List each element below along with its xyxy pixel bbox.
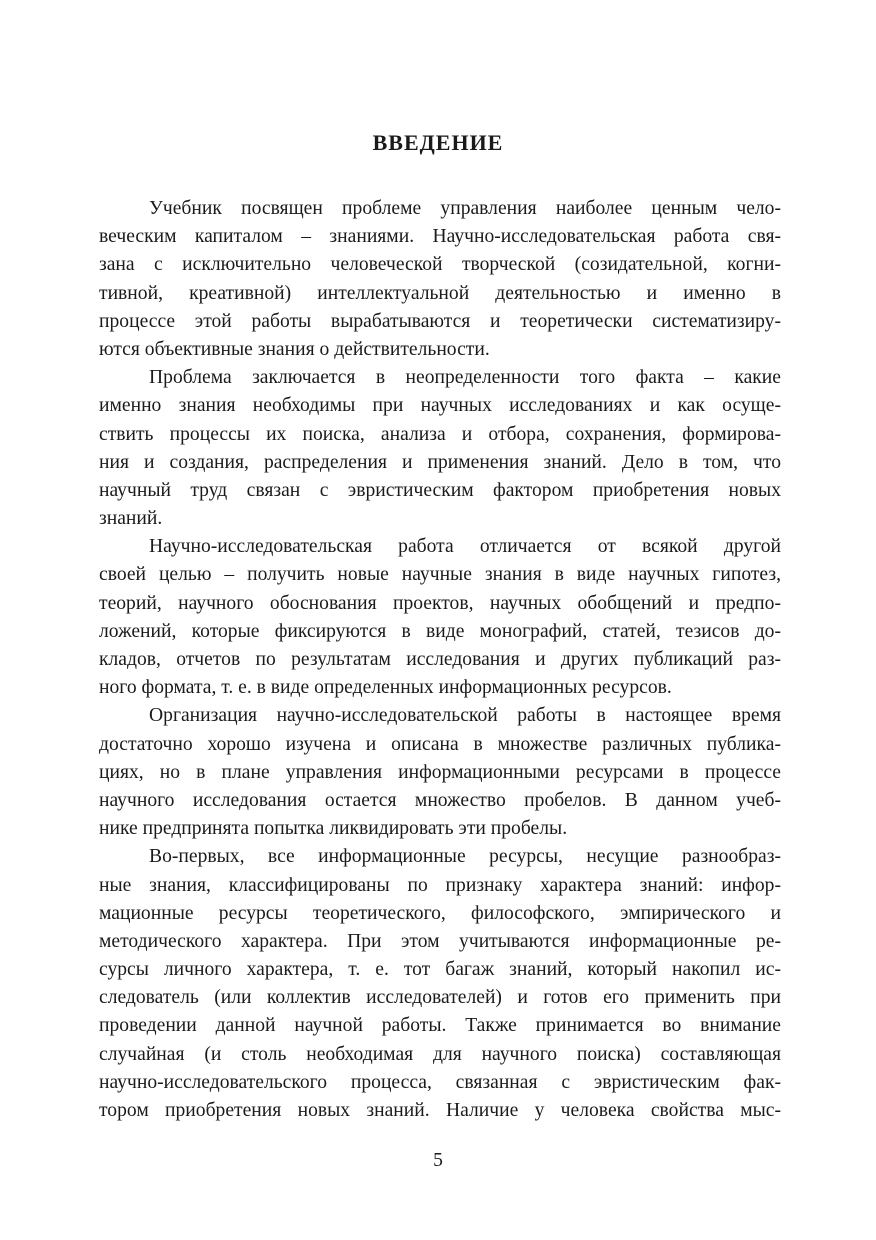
text-line: Проблема заключается в неопределенности того факта – какие [149, 367, 781, 389]
text-line: кладов, отчетов по результатам исследования и других публикаций раз- [99, 649, 781, 670]
paragraph [99, 364, 781, 533]
text-line: Во-первых, все информационные ресурсы, несущие разнообраз- [149, 846, 781, 868]
text-line: теорий, научного обоснования проектов, научных обобщений и предпо- [99, 592, 781, 614]
text-line: случайная (и столь необходимая для научного поиска) составляющая [99, 1043, 781, 1065]
text-line: сурсы личного характера, т. е. тот багаж знаний, который накопил ис- [99, 959, 781, 981]
text-line: достаточно хорошо изучена и описана в множестве различных публика- [99, 733, 781, 755]
paragraph [99, 195, 781, 364]
page-title: ВВЕДЕНИЕ [372, 130, 504, 155]
text-line: именно знания необходимы при научных исследованиях и как осуще- [99, 395, 781, 417]
text-line: нике предпринята попытка ликвидировать эти пробелы. [99, 818, 568, 840]
text-line: зана с исключительно человеческой творческой (созидательной, когни- [99, 254, 781, 276]
text-line: научно-исследовательского процесса, связанная с эвристическим фак- [99, 1071, 781, 1093]
text-line: методического характера. При этом учитываются информационные ре- [99, 930, 781, 952]
text-line: тором приобретения новых знаний. Наличие у человека свойства мыс- [99, 1100, 781, 1121]
text-line: веческим капиталом – знаниями. Научно-исследовательская работа свя- [99, 226, 781, 248]
paragraph [99, 843, 781, 1125]
body-text [99, 195, 781, 1125]
text-line: научный труд связан с эвристическим фактором приобретения новых [99, 479, 781, 501]
text-line: ния и создания, распределения и применения знаний. Дело в том, что [99, 451, 781, 473]
text-line: Научно-исследовательская работа отличается от всякой другой [149, 536, 781, 558]
text-line: Организация научно-исследовательской работы в настоящее время [149, 705, 781, 727]
text-line: ные знания, классифицированы по признаку характера знаний: инфор- [99, 874, 781, 896]
paragraph [99, 533, 781, 702]
paragraph [99, 702, 781, 843]
text-line: проведении данной научной работы. Также принимается во внимание [99, 1015, 781, 1037]
text-line: научного исследования остается множество пробелов. В данном учеб- [99, 789, 781, 811]
page-number: 5 [433, 1150, 443, 1171]
text-line: циях, но в плане управления информационными ресурсами в процессе [99, 761, 781, 783]
text-line: следователь (или коллектив исследователей) и готов его применить при [99, 987, 781, 1009]
text-line: тивной, креативной) интеллектуальной деятельностью и именно в [99, 282, 781, 304]
text-line: ются объективные знания о действительности. [99, 338, 490, 360]
text-line: ствить процессы их поиска, анализа и отбора, сохранения, формирова- [99, 423, 781, 445]
text-line: ного формата, т. е. в виде определенных информационных ресурсов. [99, 677, 672, 699]
text-line: мационные ресурсы теоретического, философского, эмпирического и [99, 902, 781, 924]
text-line: Учебник посвящен проблеме управления наиболее ценным чело- [149, 198, 781, 219]
text-line: своей целью – получить новые научные знания в виде научных гипотез, [99, 564, 781, 586]
text-line: ложений, которые фиксируются в виде монографий, статей, тезисов до- [99, 620, 781, 642]
text-line: знаний. [99, 508, 163, 530]
text-line: процессе этой работы вырабатываются и теоретически систематизиру- [99, 310, 781, 332]
